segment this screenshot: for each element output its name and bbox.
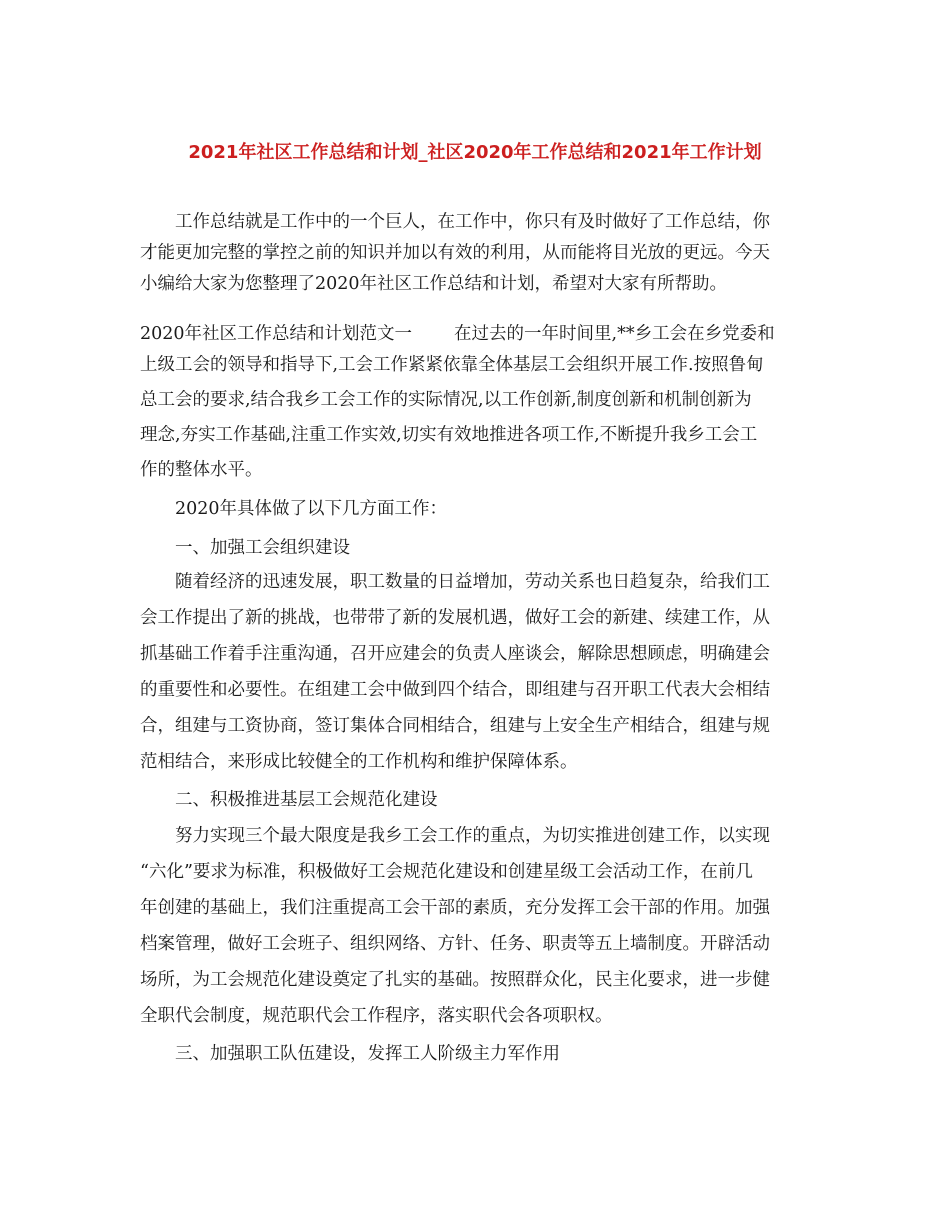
paragraph-line: “六化”要求为标准，积极做好工会规范化建设和创建星级工会活动工作，在前几 — [140, 862, 753, 882]
paragraph-line: 的重要性和必要性。在组建工会中做到四个结合，即组建与召开职工代表大会相结 — [140, 680, 770, 700]
paragraph-line: 小编给大家为您整理了2020年社区工作总结和计划，希望对大家有所帮助。 — [140, 274, 728, 294]
section-heading: 一、加强工会组织建设 — [175, 538, 350, 558]
paragraph-line: 抓基础工作着手注重沟通，召开应建会的负责人座谈会，解除思想顾虑，明确建会 — [140, 644, 770, 664]
paragraph-line: 随着经济的迅速发展，职工数量的日益增加，劳动关系也日趋复杂，给我们工 — [175, 572, 770, 592]
paragraph-line: 在过去的一年时间里,**乡工会在乡党委和 — [454, 324, 775, 344]
paragraph-line: 总工会的要求,结合我乡工会工作的实际情况,以工作创新,制度创新和机制创新为 — [140, 390, 752, 410]
page-title: 2021年社区工作总结和计划_社区2020年工作总结和2021年工作计划 — [188, 142, 762, 163]
paragraph-line: 范相结合，来形成比较健全的工作机构和维护保障体系。 — [140, 752, 578, 772]
section-heading: 二、积极推进基层工会规范化建设 — [175, 790, 438, 810]
paragraph-line: 会工作提出了新的挑战，也带带了新的发展机遇，做好工会的新建、续建工作，从 — [140, 608, 770, 628]
paragraph-line: 年创建的基础上，我们注重提高工会干部的素质，充分发挥工会干部的作用。加强 — [140, 898, 770, 918]
paragraph-line: 全职代会制度，规范职代会工作程序，落实职代会各项职权。 — [140, 1006, 613, 1026]
paragraph-line: 工作总结就是工作中的一个巨人，在工作中，你只有及时做好了工作总结，你 — [175, 212, 770, 232]
paragraph-line: 合，组建与工资协商，签订集体合同相结合，组建与上安全生产相结合，组建与规 — [140, 716, 770, 736]
paragraph-line: 努力实现三个最大限度是我乡工会工作的重点，为切实推进创建工作，以实现 — [175, 826, 770, 846]
paragraph-line: 作的整体水平。 — [140, 460, 263, 480]
paragraph-line: 档案管理，做好工会班子、组织网络、方针、任务、职责等五上墙制度。开辟活动 — [140, 934, 770, 954]
paragraph-line: 才能更加完整的掌控之前的知识并加以有效的利用，从而能将目光放的更远。今天 — [140, 243, 770, 263]
sample-heading: 2020年社区工作总结和计划范文一 — [140, 324, 413, 344]
paragraph-line: 2020年具体做了以下几方面工作： — [175, 499, 448, 519]
paragraph-line-combined — [0, 322, 950, 346]
section-heading: 三、加强职工队伍建设，发挥工人阶级主力军作用 — [175, 1044, 560, 1064]
paragraph-line: 场所，为工会规范化建设奠定了扎实的基础。按照群众化，民主化要求，进一步健 — [140, 970, 770, 990]
paragraph-line: 理念,夯实工作基础,注重工作实效,切实有效地推进各项工作,不断提升我乡工会工 — [140, 425, 758, 445]
paragraph-line: 上级工会的领导和指导下,工会工作紧紧依靠全体基层工会组织开展工作.按照鲁甸 — [140, 355, 764, 375]
